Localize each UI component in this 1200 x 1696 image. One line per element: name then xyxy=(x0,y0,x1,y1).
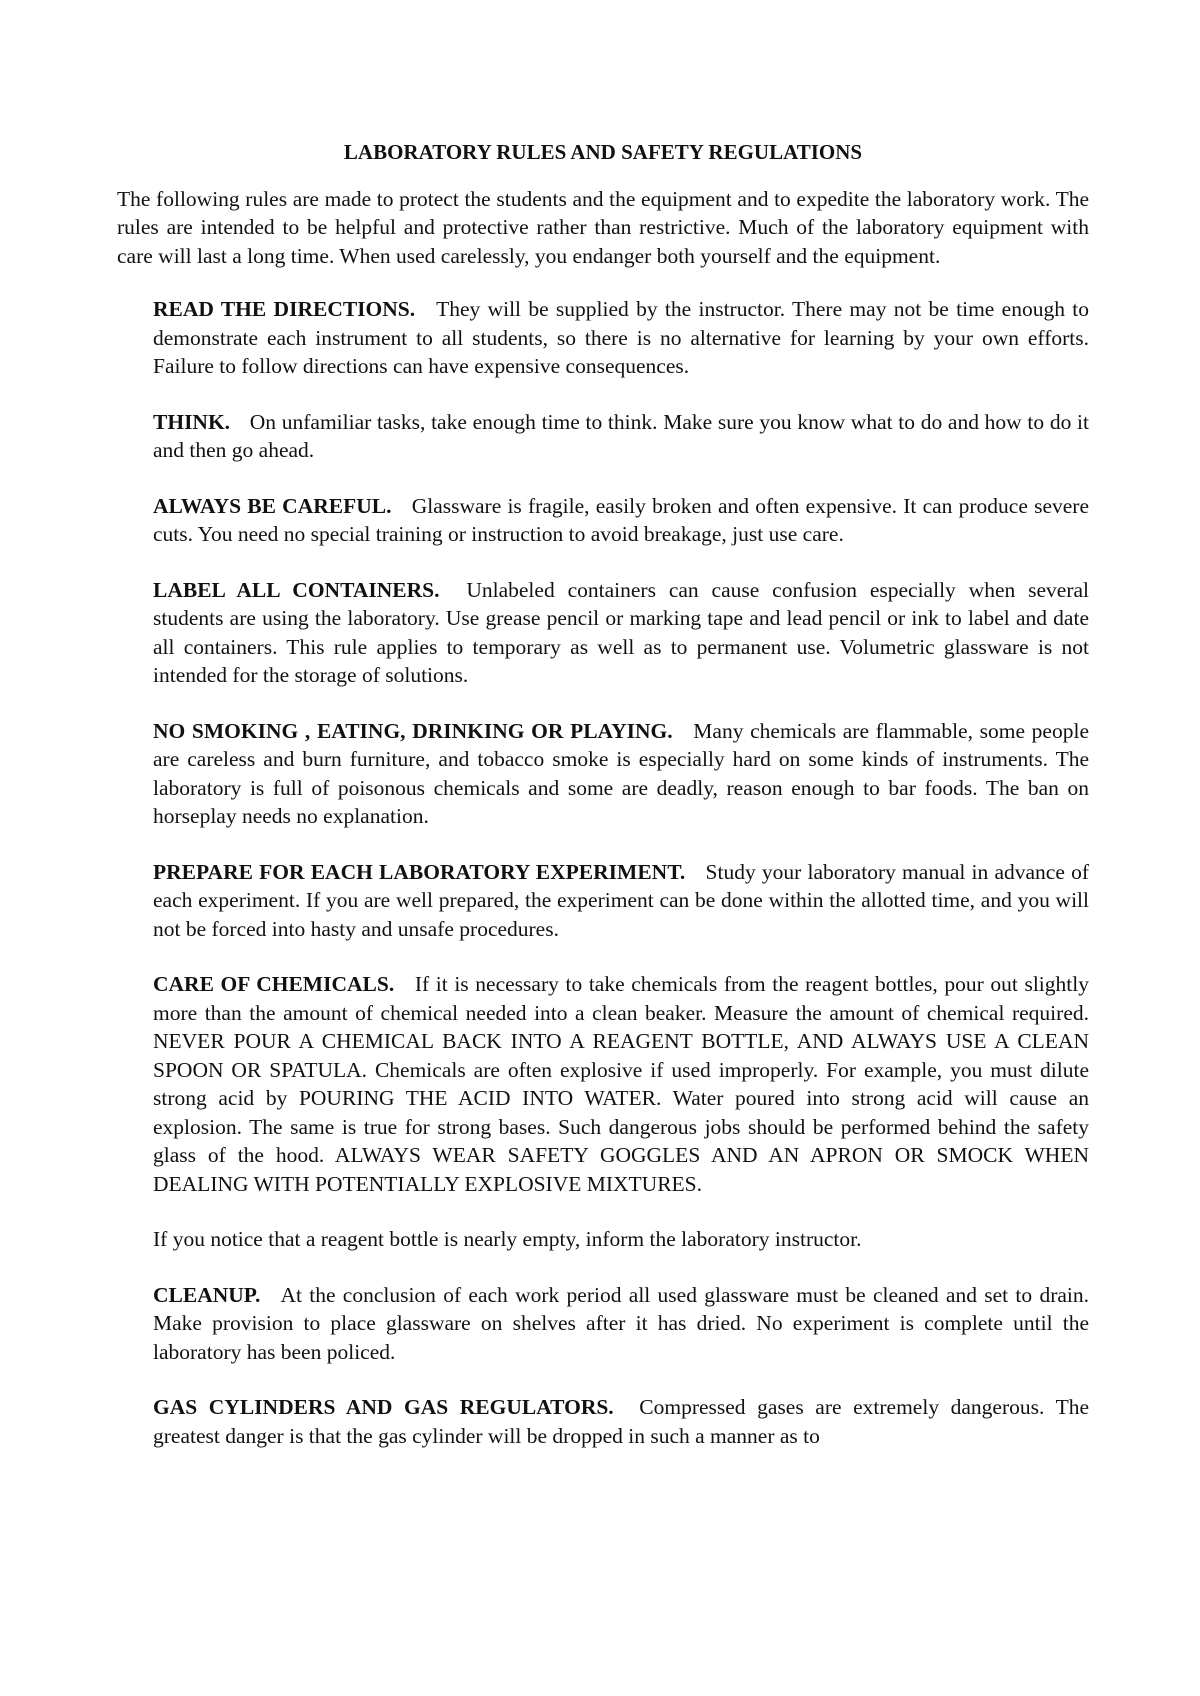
rule-text: They will be supplied by the instructor. There may not be time enough to demonstrate each instrument to all students, so there is no alternative for learning by your own efforts. Failure to follow directions can have expensive consequences. xyxy=(153,297,1089,378)
document-page xyxy=(117,138,1089,1477)
rule-heading: CARE OF CHEMICALS. xyxy=(153,972,395,996)
rule-heading: THINK. xyxy=(153,409,231,434)
reagent-bottle-note: If you notice that a reagent bottle is nearly empty, inform the laboratory instructor. xyxy=(153,1227,862,1251)
rule-text: If it is necessary to take chemicals from the reagent bottles, pour out slightly more than the amount of chemical needed into a clean beaker. Measure the amount of chemical required. NEVER POUR A CHEMICAL BACK INTO A REAGENT BOTTLE, AND ALWAYS USE A CLEAN SPOON OR SPATULA. Chemicals are often explosive if used improperly. For example, you must dilute strong acid by POURING THE ACID INTO WATER. Water poured into strong acid will cause an explosion. The same is true for strong bases. Such dangerous jobs should be performed behind the safety glass of the hood. ALWAYS WEAR SAFETY GOGGLES AND AN APRON OR SMOCK WHEN DEALING WITH POTENTIALLY EXPLOSIVE MIXTURES. xyxy=(153,972,1089,1196)
rule-text: Compressed gases are extremely dangerous. The greatest danger is that the gas cylinder will be dropped in such a manner as to xyxy=(153,1395,1089,1448)
rule-cleanup xyxy=(153,1281,1089,1367)
rule-heading: PREPARE FOR EACH LABORATORY EXPERIMENT. xyxy=(153,859,686,884)
rule-always-be-careful xyxy=(153,492,1089,549)
intro-paragraph: The following rules are made to protect the students and the equipment and to expedite the laboratory work. The rules are intended to be helpful and protective rather than restrictive. Much of the laboratory equipment with care will last a long time. When used carelessly, you endanger both yourself and the equipment. xyxy=(117,186,1089,268)
rule-label-containers xyxy=(153,576,1089,690)
rule-care-of-chemicals xyxy=(153,970,1089,1198)
rule-text: Many chemicals are flammable, some people are careless and burn furniture, and tobacco smoke is especially hard on some kinds of instruments. The laboratory is full of poisonous chemicals and some are deadly, reason enough to bar foods. The ban on horseplay needs no explanation. xyxy=(153,718,1089,828)
rule-text: Glassware is fragile, easily broken and often expensive. It can produce severe cuts. You need no special training or instruction to avoid breakage, just use care. xyxy=(153,493,1089,546)
rule-heading: ALWAYS BE CAREFUL. xyxy=(153,493,392,518)
rule-heading: READ THE DIRECTIONS. xyxy=(153,297,416,321)
rules-list xyxy=(153,295,1089,1450)
rule-text: Unlabeled containers can cause confusion especially when several students are using the laboratory. Use grease pencil or marking tape and lead pencil or ink to label and date all containers. This rule applies to temporary as well as to permanent use. Volumetric glassware is not intended for the storage of solutions. xyxy=(153,577,1090,687)
rule-read-directions xyxy=(153,295,1089,381)
rule-heading: NO SMOKING , EATING, DRINKING OR PLAYING. xyxy=(153,718,673,743)
rule-text: Study your laboratory manual in advance of each experiment. If you are well prepared, the experiment can be done within the allotted time, and you will not be forced into hasty and unsafe procedures. xyxy=(153,859,1089,941)
rule-gas-cylinders xyxy=(153,1393,1089,1450)
document-title: LABORATORY RULES AND SAFETY REGULATIONS xyxy=(343,140,863,164)
rule-text: At the conclusion of each work period all used glassware must be cleaned and set to drain. Make provision to place glassware on shelves after it has dried. No experiment is complete until the laboratory has been policed. xyxy=(153,1282,1089,1364)
rule-heading: CLEANUP. xyxy=(153,1282,261,1307)
rule-heading: LABEL ALL CONTAINERS. xyxy=(153,577,440,602)
rule-heading: GAS CYLINDERS AND GAS REGULATORS. xyxy=(153,1395,614,1419)
rule-think xyxy=(153,408,1089,465)
rule-no-smoking xyxy=(153,717,1089,831)
rule-text: On unfamiliar tasks, take enough time to think. Make sure you know what to do and how to do it and then go ahead. xyxy=(153,409,1089,462)
rule-prepare-experiment xyxy=(153,858,1089,944)
